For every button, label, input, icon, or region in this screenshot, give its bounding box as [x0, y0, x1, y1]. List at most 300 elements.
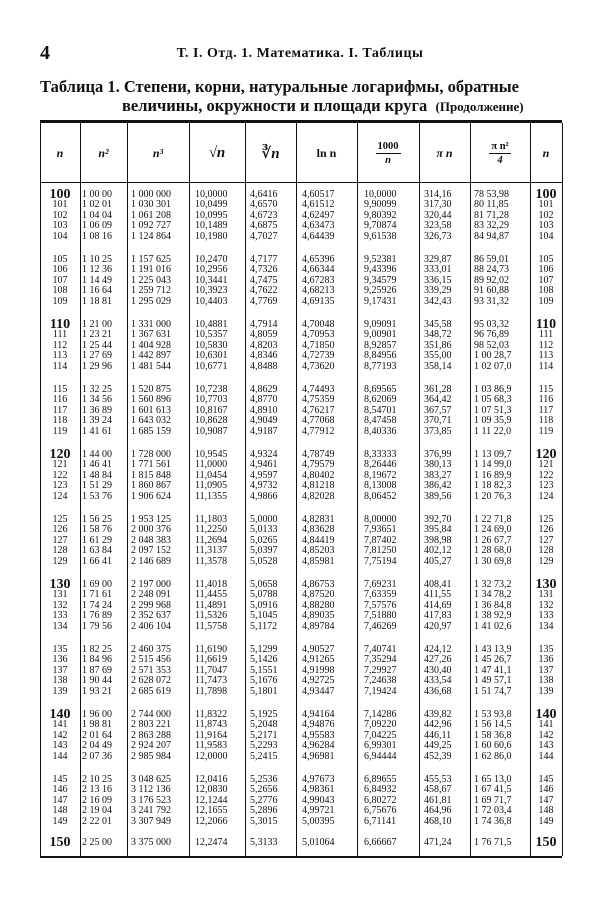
cell-reciprocal: 6,75676	[364, 805, 397, 817]
cell-n-squared: 1 21 00	[82, 319, 112, 330]
cell-natural-log: 4,93447	[302, 685, 335, 697]
cell-reciprocal: 6,80272	[364, 794, 397, 806]
cell-reciprocal: 8,26446	[364, 459, 397, 471]
cell-n: 143	[52, 740, 68, 752]
area-denominator: 4	[497, 154, 503, 166]
cell-n-right: 105	[538, 254, 554, 265]
cell-circle-area: 1 09 35,9	[474, 415, 512, 427]
cell-n-squared: 1 79 56	[82, 620, 112, 632]
cell-n-squared: 1 25 44	[82, 339, 112, 351]
cell-circumference: 408,41	[424, 579, 452, 590]
cell-square-root: 11,4018	[195, 579, 228, 590]
cell-n-squared: 1 16 64	[82, 285, 112, 297]
cell-n: 138	[52, 675, 68, 687]
cell-circumference: 342,43	[424, 295, 452, 307]
cell-circumference: 461,81	[424, 794, 452, 806]
cell-n-squared: 1 14 49	[82, 274, 112, 286]
cell-n: 126	[52, 524, 68, 536]
cell-n-squared: 1 41 61	[82, 425, 112, 437]
cell-n-squared: 1 36 89	[82, 404, 112, 416]
cell-cube-root: 4,7769	[250, 295, 278, 307]
cell-circumference: 427,26	[424, 654, 452, 666]
header-square-root: √n	[208, 144, 226, 161]
cell-n-right: 137	[538, 664, 554, 676]
cell-n: 122	[52, 469, 68, 481]
cell-n-cubed: 1 030 301	[131, 199, 171, 211]
cell-square-root: 10,7703	[195, 394, 228, 406]
cell-n: 120	[49, 447, 71, 462]
cell-circumference: 392,70	[424, 514, 452, 525]
table-row	[40, 492, 562, 502]
cell-n-right: 110	[535, 317, 557, 332]
cell-circumference: 398,98	[424, 534, 452, 546]
cell-circle-area: 89 92,02	[474, 274, 509, 286]
cell-n-cubed: 1 906 624	[131, 490, 171, 502]
cell-n-squared: 2 19 04	[82, 805, 112, 817]
cell-n: 105	[52, 254, 68, 265]
cell-n-right: 108	[538, 285, 554, 297]
continuation-note: (Продолжение)	[435, 99, 524, 114]
cell-cube-root: 5,2656	[250, 784, 278, 796]
cell-cube-root: 5,1551	[250, 664, 278, 676]
cell-n-cubed: 1 953 125	[131, 514, 171, 525]
cell-circle-area: 83 32,29	[474, 220, 509, 232]
cell-n-right: 118	[538, 415, 554, 427]
cell-circumference: 383,27	[424, 469, 452, 481]
header-n-cubed: n³	[152, 145, 164, 160]
cell-n: 139	[52, 685, 68, 697]
cell-circumference: 314,16	[424, 189, 452, 200]
cell-n-squared: 1 00 00	[82, 189, 112, 200]
cell-cube-root: 4,7622	[250, 285, 278, 297]
cell-circumference: 386,42	[424, 480, 452, 492]
cell-n-squared: 1 04 04	[82, 209, 112, 221]
cell-reciprocal: 7,35294	[364, 654, 397, 666]
cell-cube-root: 5,3133	[250, 837, 278, 848]
cell-circumference: 367,57	[424, 404, 452, 416]
cell-circle-area: 1 56 14,5	[474, 719, 512, 731]
cell-circle-area: 1 38 92,9	[474, 610, 512, 622]
cell-n: 131	[52, 589, 68, 601]
cell-reciprocal: 6,99301	[364, 740, 397, 752]
cell-reciprocal: 8,19672	[364, 469, 397, 481]
cell-cube-root: 5,0265	[250, 534, 278, 546]
cell-square-root: 12,1655	[195, 805, 228, 817]
cell-natural-log: 4,88280	[302, 599, 335, 611]
row-group	[40, 385, 562, 437]
cell-reciprocal: 6,66667	[364, 837, 397, 848]
cell-natural-log: 4,74493	[302, 384, 335, 395]
cell-square-root: 10,4403	[195, 295, 228, 307]
cell-n-cubed: 1 061 208	[131, 209, 171, 221]
cell-reciprocal: 7,69231	[364, 579, 397, 590]
cell-reciprocal: 9,34579	[364, 274, 397, 286]
cell-natural-log: 4,90527	[302, 644, 335, 655]
cell-square-root: 11,7898	[195, 685, 228, 697]
cell-natural-log: 4,63473	[302, 220, 335, 232]
cell-n: 124	[52, 490, 68, 502]
cell-reciprocal: 8,33333	[364, 449, 397, 460]
table-row	[40, 817, 562, 827]
cell-n-squared: 1 29 96	[82, 360, 112, 372]
cell-n-right: 112	[538, 339, 554, 351]
table-title	[40, 77, 570, 116]
cell-reciprocal: 7,51880	[364, 610, 397, 622]
cell-reciprocal: 7,29927	[364, 664, 397, 676]
cell-circumference: 373,85	[424, 425, 452, 437]
cell-square-root: 11,7473	[195, 675, 228, 687]
cell-reciprocal: 8,00000	[364, 514, 397, 525]
cell-circle-area: 1 45 26,7	[474, 654, 512, 666]
cell-n-cubed: 2 985 984	[131, 750, 171, 762]
cell-n-cubed: 2 146 689	[131, 555, 171, 567]
cell-reciprocal: 7,24638	[364, 675, 397, 687]
cell-n-right: 126	[538, 524, 554, 536]
cell-n-cubed: 1 685 159	[131, 425, 171, 437]
cell-reciprocal: 7,46269	[364, 620, 397, 632]
cell-n-right: 117	[538, 404, 554, 416]
cell-n: 128	[52, 545, 68, 557]
cell-n-squared: 2 04 49	[82, 740, 112, 752]
cell-natural-log: 5,01064	[302, 837, 335, 848]
cell-reciprocal: 8,40336	[364, 425, 397, 437]
cell-circumference: 430,40	[424, 664, 452, 676]
cell-n: 103	[52, 220, 68, 232]
cell-n-cubed: 1 815 848	[131, 469, 171, 481]
cell-n-cubed: 3 375 000	[131, 837, 171, 848]
cell-n-cubed: 1 331 000	[131, 319, 171, 330]
table-row	[40, 297, 562, 307]
cell-cube-root: 4,7914	[250, 319, 278, 330]
cell-reciprocal: 7,63359	[364, 589, 397, 601]
cell-natural-log: 4,61512	[302, 199, 335, 211]
cell-circumference: 442,96	[424, 719, 452, 731]
cell-n-cubed: 2 000 376	[131, 524, 171, 536]
cell-cube-root: 4,6723	[250, 209, 278, 221]
cell-natural-log: 4,80402	[302, 469, 335, 481]
cell-reciprocal: 8,84956	[364, 350, 397, 362]
cell-circumference: 329,87	[424, 254, 452, 265]
header-circle-area	[470, 124, 530, 182]
cell-circle-area: 80 11,85	[474, 199, 509, 211]
table-title-line-2-text: величины, окружности и площади круга	[122, 96, 428, 115]
cell-circumference: 449,25	[424, 740, 452, 752]
cell-n-squared: 1 10 25	[82, 254, 112, 265]
cell-cube-root: 4,7326	[250, 264, 278, 276]
cell-cube-root: 4,8346	[250, 350, 278, 362]
cell-n-squared: 1 53 76	[82, 490, 112, 502]
cell-reciprocal: 8,13008	[364, 480, 397, 492]
cell-circle-area: 86 59,01	[474, 254, 509, 265]
cell-circumference: 420,97	[424, 620, 452, 632]
cell-cube-root: 5,1925	[250, 709, 278, 720]
cell-natural-log: 4,82028	[302, 490, 335, 502]
cell-n-squared: 1 84 96	[82, 654, 112, 666]
cell-natural-log: 4,96981	[302, 750, 335, 762]
cell-circumference: 411,55	[424, 589, 452, 601]
cell-cube-root: 5,3015	[250, 815, 278, 827]
cell-circumference: 405,27	[424, 555, 452, 567]
cell-reciprocal: 7,04225	[364, 729, 397, 741]
cell-natural-log: 4,67283	[302, 274, 335, 286]
cell-n-right: 100	[535, 187, 557, 202]
row-group	[40, 515, 562, 567]
cell-cube-root: 5,0528	[250, 555, 278, 567]
cell-n-cubed: 1 520 875	[131, 384, 171, 395]
cell-square-root: 10,4881	[195, 319, 228, 330]
table-title-line-2	[40, 96, 570, 116]
cell-n-cubed: 2 924 207	[131, 740, 171, 752]
row-group	[40, 187, 562, 242]
cell-n-right: 129	[538, 555, 554, 567]
table-row	[40, 557, 562, 567]
area-fraction	[489, 140, 510, 167]
cell-circumference: 333,01	[424, 264, 452, 276]
cell-reciprocal: 6,71141	[364, 815, 397, 827]
cell-natural-log: 4,85981	[302, 555, 335, 567]
cell-n: 133	[52, 610, 68, 622]
cell-n-squared: 1 69 00	[82, 579, 112, 590]
cell-n-cubed: 2 744 000	[131, 709, 171, 720]
cell-n-cubed: 3 307 949	[131, 815, 171, 827]
cell-cube-root: 5,1801	[250, 685, 278, 697]
cell-natural-log: 4,79579	[302, 459, 335, 471]
cell-square-root: 10,1980	[195, 230, 228, 242]
cell-reciprocal: 9,17431	[364, 295, 397, 307]
cell-cube-root: 4,8059	[250, 329, 278, 341]
cell-n-squared: 1 63 84	[82, 545, 112, 557]
cell-reciprocal: 6,84932	[364, 784, 397, 796]
cell-n-cubed: 1 000 000	[131, 189, 171, 200]
cell-circle-area: 1 30 69,8	[474, 555, 512, 567]
cell-square-root: 10,9087	[195, 425, 228, 437]
cell-natural-log: 4,95583	[302, 729, 335, 741]
cell-circumference: 336,15	[424, 274, 452, 286]
cell-cube-root: 5,0916	[250, 599, 278, 611]
cell-n-right: 133	[538, 610, 554, 622]
cell-cube-root: 5,1172	[250, 620, 278, 632]
cell-cube-root: 4,9324	[250, 449, 278, 460]
cell-circumference: 458,67	[424, 784, 452, 796]
cell-circle-area: 1 11 22,0	[474, 425, 512, 437]
cell-circle-area: 98 52,03	[474, 339, 509, 351]
cell-circle-area: 1 16 89,9	[474, 469, 512, 481]
cell-circle-area: 78 53,98	[474, 189, 509, 200]
cell-circumference: 348,72	[424, 329, 452, 341]
cell-square-root: 11,3578	[195, 555, 228, 567]
cell-cube-root: 4,9187	[250, 425, 278, 437]
cell-natural-log: 4,94164	[302, 709, 335, 720]
cell-square-root: 10,2956	[195, 264, 228, 276]
cell-n-squared: 2 13 16	[82, 784, 112, 796]
cell-circumference: 361,28	[424, 384, 452, 395]
cell-cube-root: 5,0000	[250, 514, 278, 525]
running-head: Т. I. Отд. 1. Математика. I. Таблицы	[176, 46, 424, 61]
cell-cube-root: 4,9461	[250, 459, 278, 471]
cell-n-cubed: 2 299 968	[131, 599, 171, 611]
cell-n-right: 115	[538, 384, 554, 395]
cell-natural-log: 4,91998	[302, 664, 335, 676]
cell-circumference: 468,10	[424, 815, 452, 827]
cell-n-right: 140	[535, 707, 557, 722]
cell-n-cubed: 1 191 016	[131, 264, 171, 276]
cell-n-squared: 1 27 69	[82, 350, 112, 362]
cell-natural-log: 4,77068	[302, 415, 335, 427]
cell-n-squared: 2 07 36	[82, 750, 112, 762]
cell-n-cubed: 1 442 897	[131, 350, 171, 362]
cell-n-right: 138	[538, 675, 554, 687]
cell-n: 113	[52, 350, 68, 362]
cell-n-squared: 1 93 21	[82, 685, 112, 697]
cell-square-root: 11,3137	[195, 545, 228, 557]
cell-n-squared: 1 23 21	[82, 329, 112, 341]
table-row	[40, 427, 562, 437]
cell-cube-root: 4,9049	[250, 415, 278, 427]
cell-reciprocal: 9,61538	[364, 230, 397, 242]
cell-square-root: 10,5830	[195, 339, 228, 351]
cell-n: 119	[52, 425, 68, 437]
cell-square-root: 12,1244	[195, 794, 228, 806]
cell-n-squared: 1 18 81	[82, 295, 112, 307]
cell-n-right: 135	[538, 644, 554, 655]
cell-circle-area: 1 65 13,0	[474, 774, 512, 785]
cell-cube-root: 4,7475	[250, 274, 278, 286]
cell-circumference: 364,42	[424, 394, 452, 406]
cell-circle-area: 1 02 07,0	[474, 360, 512, 372]
cell-cube-root: 4,9866	[250, 490, 278, 502]
cell-reciprocal: 7,40741	[364, 644, 397, 655]
cell-reciprocal: 7,19424	[364, 685, 397, 697]
cell-cube-root: 4,9597	[250, 469, 278, 481]
cell-n: 107	[52, 274, 68, 286]
cell-reciprocal: 8,06452	[364, 490, 397, 502]
cell-n-squared: 1 71 61	[82, 589, 112, 601]
cell-n-squared: 1 96 00	[82, 709, 112, 720]
cell-n-cubed: 1 560 896	[131, 394, 171, 406]
cell-reciprocal: 9,90099	[364, 199, 397, 211]
cell-circumference: 446,11	[424, 729, 452, 741]
cell-circle-area: 1 03 86,9	[474, 384, 512, 395]
cell-circle-area: 1 41 02,6	[474, 620, 512, 632]
cell-reciprocal: 9,00901	[364, 329, 397, 341]
header-n-right: n	[542, 145, 550, 160]
cell-reciprocal: 8,54701	[364, 404, 397, 416]
cell-n-cubed: 2 197 000	[131, 579, 171, 590]
cell-natural-log: 4,81218	[302, 480, 335, 492]
cell-n-right: 102	[538, 209, 554, 221]
cell-natural-log: 4,76217	[302, 404, 335, 416]
cell-circle-area: 1 07 51,3	[474, 404, 512, 416]
cell-natural-log: 4,92725	[302, 675, 335, 687]
cell-natural-log: 4,82831	[302, 514, 335, 525]
cell-reciprocal: 9,25926	[364, 285, 397, 297]
cell-reciprocal: 9,80392	[364, 209, 397, 221]
cell-reciprocal: 9,52381	[364, 254, 397, 265]
cell-n-right: 114	[538, 360, 554, 372]
header-natural-log: ln n	[316, 145, 337, 160]
cell-circumference: 452,39	[424, 750, 452, 762]
cell-cube-root: 5,1299	[250, 644, 278, 655]
cell-cube-root: 5,2776	[250, 794, 278, 806]
cell-cube-root: 5,1676	[250, 675, 278, 687]
cell-n-squared: 1 61 29	[82, 534, 112, 546]
cell-cube-root: 5,2536	[250, 774, 278, 785]
cell-n: 150	[49, 835, 71, 850]
cell-n: 118	[52, 415, 68, 427]
cell-square-root: 10,3441	[195, 274, 228, 286]
cell-circle-area: 1 24 69,0	[474, 524, 512, 536]
cell-n-right: 103	[538, 220, 554, 232]
cell-circle-area: 84 94,87	[474, 230, 509, 242]
cell-cube-root: 5,2293	[250, 740, 278, 752]
cell-reciprocal: 7,93651	[364, 524, 397, 536]
cell-n-cubed: 2 685 619	[131, 685, 171, 697]
cell-square-root: 12,0000	[195, 750, 228, 762]
cell-n-right: 144	[538, 750, 554, 762]
cell-n: 115	[52, 384, 68, 395]
cell-cube-root: 4,9732	[250, 480, 278, 492]
cell-natural-log: 4,96284	[302, 740, 335, 752]
cell-square-root: 11,0454	[195, 469, 228, 481]
cell-n: 114	[52, 360, 68, 372]
cell-circle-area: 81 71,28	[474, 209, 509, 221]
table-top-rule	[40, 120, 562, 123]
cell-n-squared: 1 66 41	[82, 555, 112, 567]
cell-natural-log: 4,60517	[302, 189, 335, 200]
cell-reciprocal: 9,43396	[364, 264, 397, 276]
cell-square-root: 11,8743	[195, 719, 228, 731]
cell-square-root: 10,9545	[195, 449, 228, 460]
page-header	[40, 42, 560, 66]
cell-square-root: 11,2694	[195, 534, 228, 546]
cell-circle-area: 1 76 71,5	[474, 837, 512, 848]
cell-circle-area: 1 22 71,8	[474, 514, 512, 525]
cell-n-squared: 2 10 25	[82, 774, 112, 785]
header-circumference: π n	[436, 145, 453, 160]
cell-n-right: 116	[538, 394, 554, 406]
cell-n: 136	[52, 654, 68, 666]
cell-n: 100	[49, 187, 71, 202]
cell-reciprocal: 7,81250	[364, 545, 397, 557]
cell-circumference: 380,13	[424, 459, 452, 471]
cell-n-cubed: 3 112 136	[131, 784, 171, 796]
cell-n-cubed: 1 367 631	[131, 329, 171, 341]
header-n: n	[56, 145, 64, 160]
cell-cube-root: 5,0788	[250, 589, 278, 601]
cell-natural-log: 4,98361	[302, 784, 335, 796]
cell-n-squared: 1 90 44	[82, 675, 112, 687]
cell-square-root: 11,7047	[195, 664, 228, 676]
cell-circumference: 417,83	[424, 610, 452, 622]
cell-cube-root: 4,8910	[250, 404, 278, 416]
cell-n-right: 146	[538, 784, 554, 796]
cell-n-cubed: 2 628 072	[131, 675, 171, 687]
reciprocal-fraction	[376, 140, 401, 167]
reciprocal-numerator: 1000	[377, 140, 399, 152]
table-row	[40, 835, 562, 850]
cell-n-right: 131	[538, 589, 554, 601]
cell-n-right: 145	[538, 774, 554, 785]
cell-square-root: 11,6190	[195, 644, 228, 655]
cell-n: 146	[52, 784, 68, 796]
cell-square-root: 11,0905	[195, 480, 228, 492]
cell-n-right: 142	[538, 729, 554, 741]
cell-reciprocal: 8,62069	[364, 394, 397, 406]
cell-cube-root: 4,6416	[250, 189, 278, 200]
cell-circumference: 376,99	[424, 449, 452, 460]
cell-natural-log: 4,85203	[302, 545, 335, 557]
cell-n-cubed: 1 601 613	[131, 404, 171, 416]
